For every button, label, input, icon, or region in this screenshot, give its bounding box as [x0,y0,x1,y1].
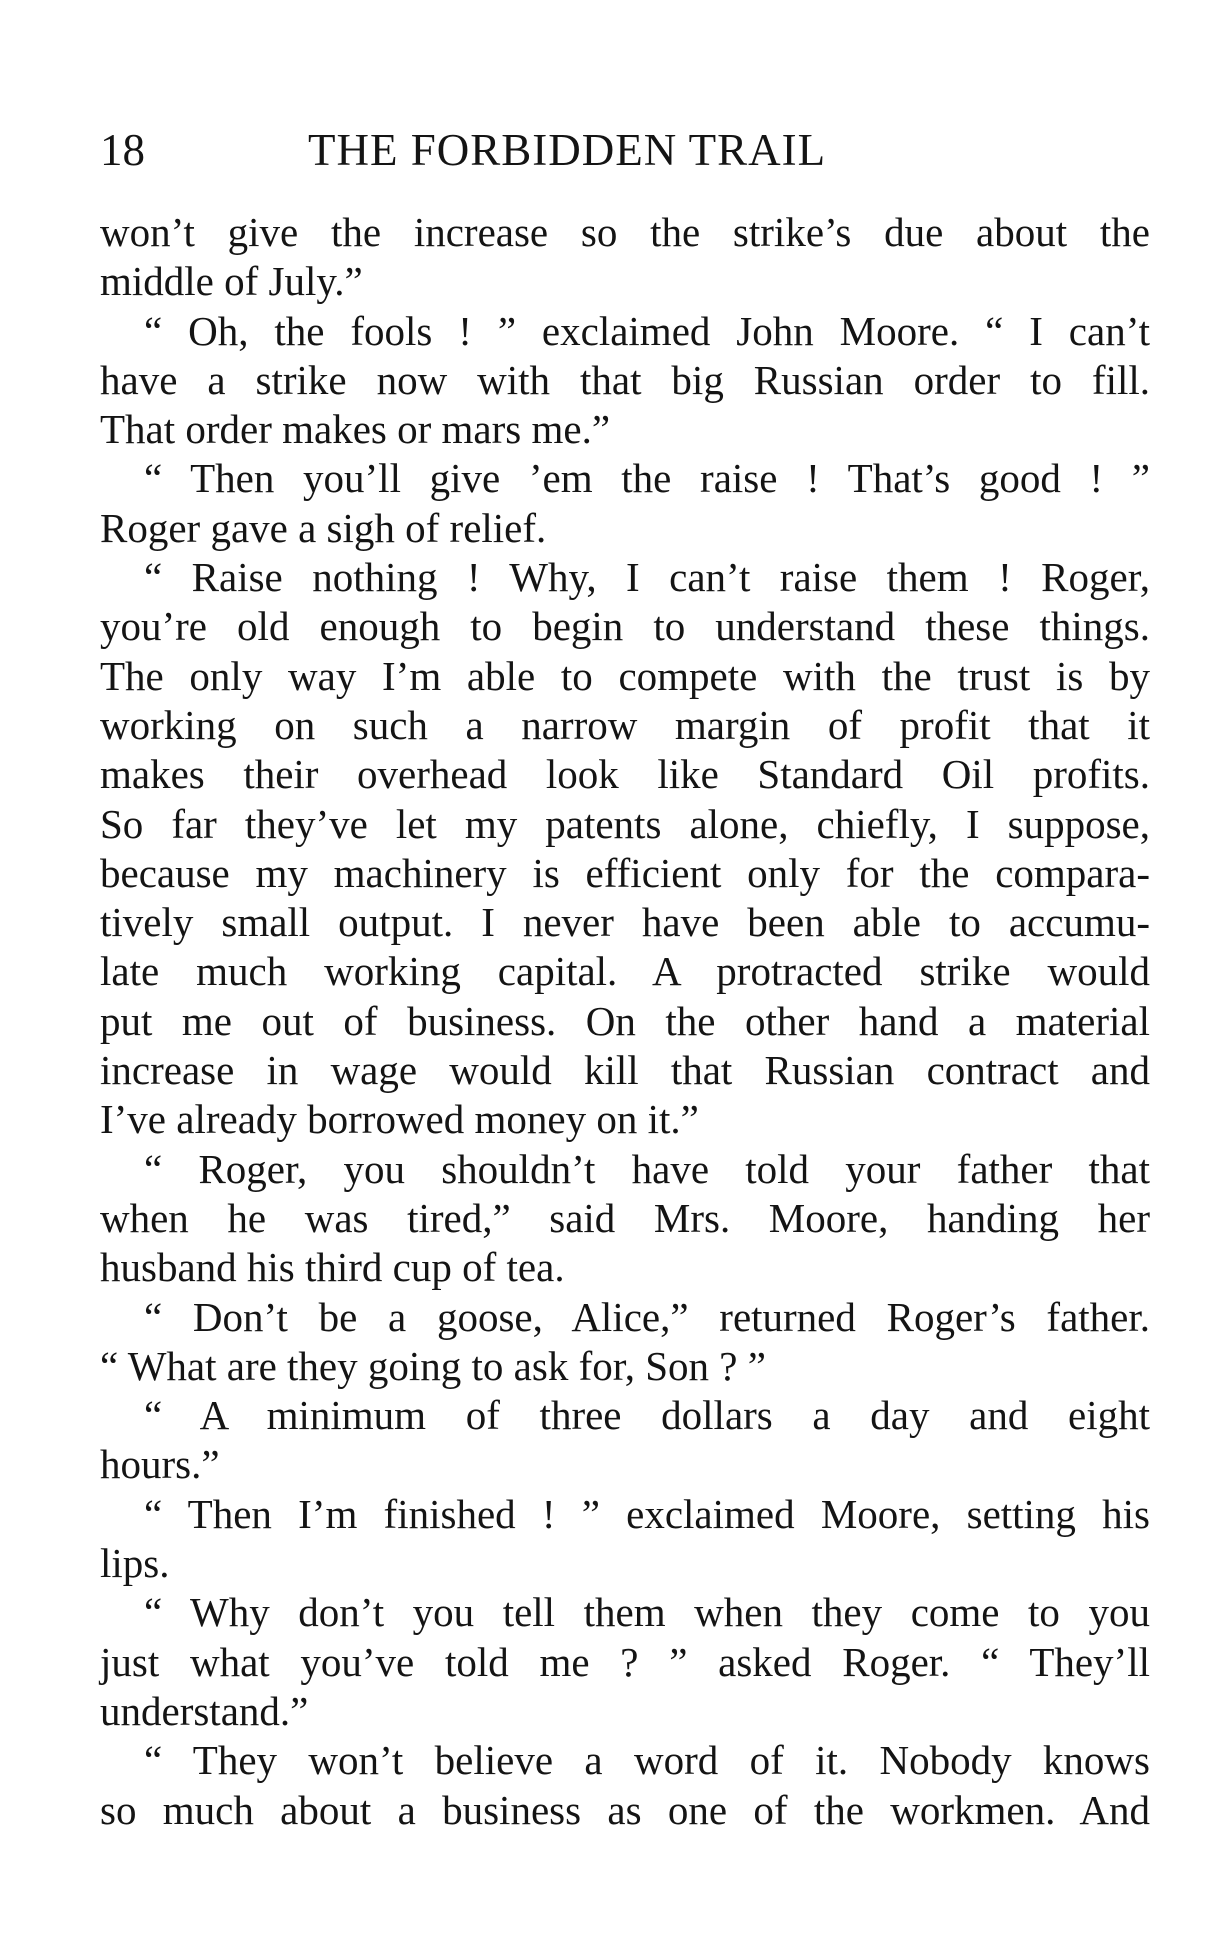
text-line: That order makes or mars me.” [100,406,611,453]
book-title: THE FORBIDDEN TRAIL [308,125,827,175]
text-line: “ Raise nothing ! Why, I can’t raise them ! Roger, [144,554,1150,601]
text-line: I’ve already borrowed money on it.” [100,1096,699,1143]
text-line: have a strike now with that big Russian order to fill. [100,356,1150,403]
text-line: when he was tired,” said Mrs. Moore, handing her [100,1194,1150,1241]
text-line: understand.” [100,1687,309,1734]
text-line: “ Why don’t you tell them when they come to you [144,1589,1150,1636]
text-line: Roger gave a sigh of relief. [100,504,547,551]
text-line: “ What are they going to ask for, Son ? ” [100,1342,766,1389]
text-line: makes their overhead look like Standard Oil profits. [100,751,1150,798]
text-line: won’t give the increase so the strike’s due about the [100,209,1150,255]
text-line: “ They won’t believe a word of it. Nobody knows [144,1737,1150,1784]
text-line: “ Roger, you shouldn’t have told your father that [144,1145,1150,1192]
body-text [100,208,1150,1835]
text-line: so much about a business as one of the workmen. And [100,1786,1150,1833]
text-line: late much working capital. A protracted strike would [100,948,1150,995]
text-line: middle of July.” [100,258,363,305]
text-line: because my machinery is efficient only for the compara- [100,849,1150,896]
text-line: tively small output. I never have been able to accumu- [100,899,1150,946]
text-line: The only way I’m able to compete with the trust is by [100,652,1150,699]
text-line: “ Don’t be a goose, Alice,” returned Roger’s father. [144,1293,1150,1340]
text-line: So far they’ve let my patents alone, chiefly, I suppose, [100,800,1150,847]
text-line: “ Oh, the fools ! ” exclaimed John Moore. “ I can’t [144,307,1150,354]
text-line: hours.” [100,1441,220,1488]
text-line: put me out of business. On the other hand a material [100,997,1150,1044]
text-line: “ Then I’m finished ! ” exclaimed Moore, setting his [144,1490,1150,1537]
text-line: “ A minimum of three dollars a day and eight [144,1392,1150,1439]
text-line: working on such a narrow margin of profit that it [100,701,1150,748]
text-line: just what you’ve told me ? ” asked Roger. “ They’ll [100,1638,1150,1685]
running-head [100,120,1150,180]
text-line: lips. [100,1540,170,1587]
text-line: you’re old enough to begin to understand these things. [100,603,1150,650]
text-line: increase in wage would kill that Russian contract and [100,1047,1150,1094]
page-number: 18 [100,125,145,175]
text-line: “ Then you’ll give ’em the raise ! That’s good ! ” [144,455,1150,502]
text-line: husband his third cup of tea. [100,1244,565,1291]
